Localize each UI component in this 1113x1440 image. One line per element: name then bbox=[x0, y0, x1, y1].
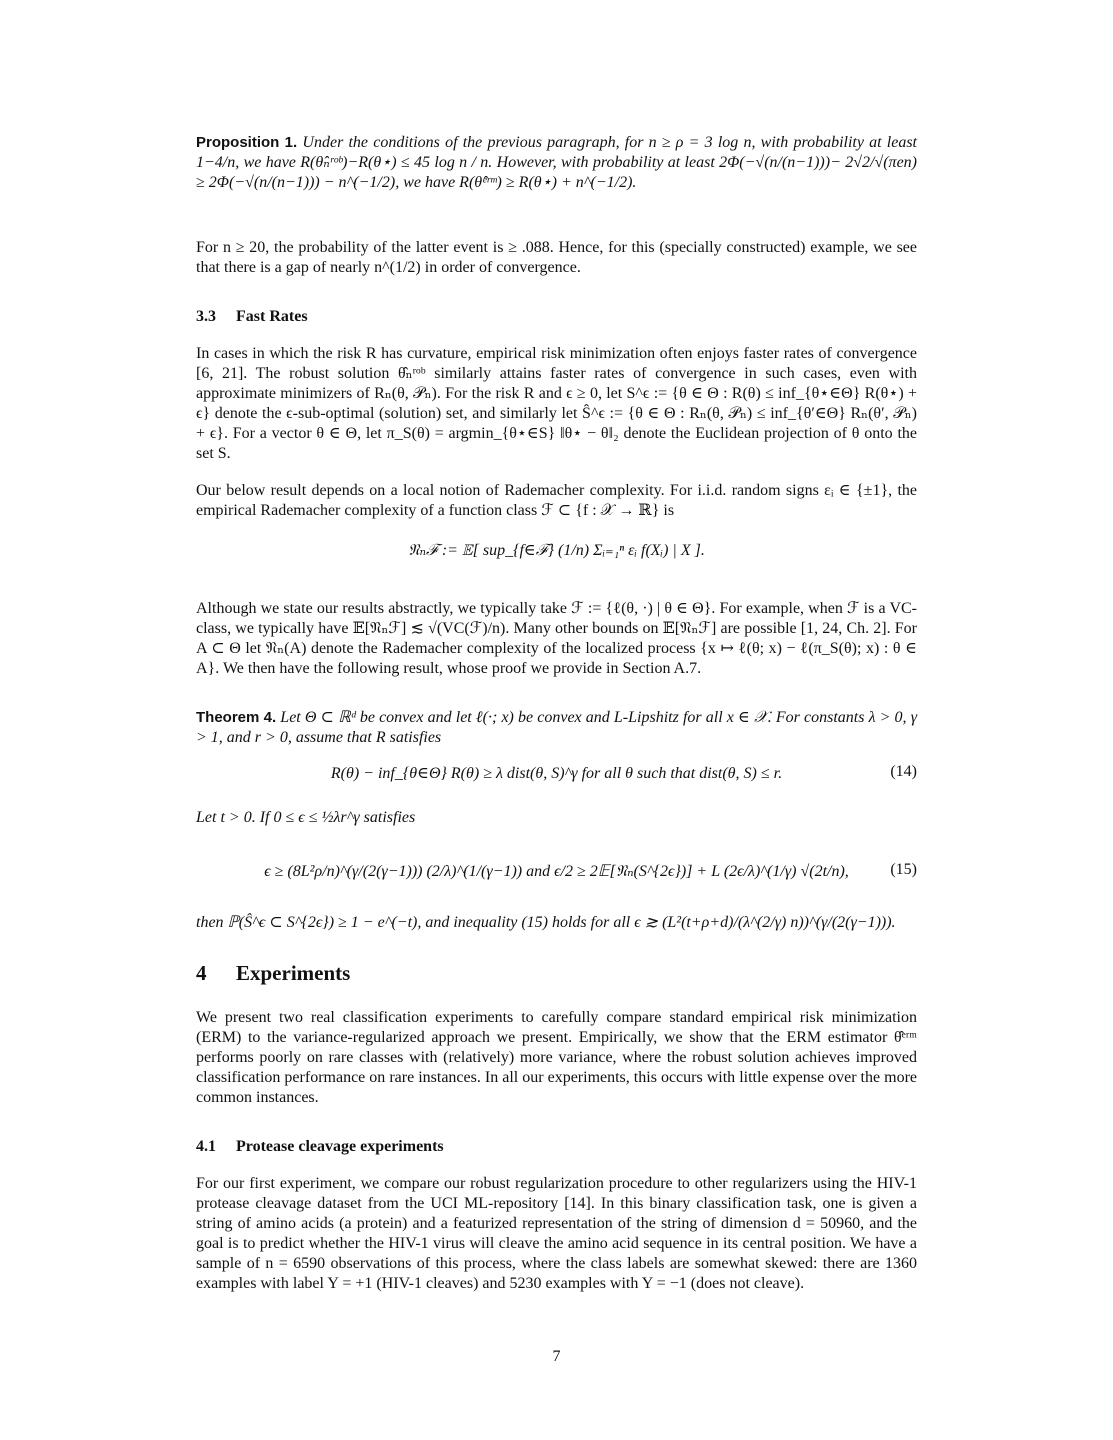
equation-14-number: (14) bbox=[890, 763, 917, 780]
proposition-label: Proposition 1. bbox=[196, 134, 298, 151]
section-heading-4-1 bbox=[196, 1137, 917, 1157]
equation-14-body: R(θ) − inf_{θ∈Θ} R(θ) ≥ λ dist(θ, S)^γ for all θ such that dist(θ, S) ≤ r. bbox=[330, 765, 783, 782]
paragraph-rademacher: Our below result depends on a local notion of Rademacher complexity. For i.i.d. random signs εᵢ ∈ {±1}, the empirical Rademacher complexity of a function class ℱ ⊂ {f : 𝒳 → ℝ} is bbox=[196, 482, 917, 519]
equation-rademacher: 𝔑ₙℱ := 𝔼[ sup_{f∈ℱ} (1/n) Σᵢ₌₁ⁿ εᵢ f(Xᵢ) | X ]. bbox=[408, 542, 705, 559]
theorem-label: Theorem 4. bbox=[196, 709, 277, 726]
theorem-conclusion: then ℙ(Ŝ^ϵ ⊂ S^{2ϵ}) ≥ 1 − e^(−t), and inequality (15) holds for all ϵ ≳ (L²(t+ρ+d)/(λ^(2/γ) n))^(γ/(2(γ−1))). bbox=[196, 914, 896, 931]
proposition-text: Under the conditions of the previous paragraph, for n ≥ ρ = 3 log n, with probability at least 1−4/n, we have R(θ̂ₙʳᵒᵇ)−R(θ⋆) ≤ 45 log n / n. However, with probability at least 2Φ(−√(n/(n−1)))− 2√2/√(πen) ≥ 2Φ(−√(n/(n−1))) − n^(−1/2), we have R(θ̂ᵉʳᵐ) ≥ R(θ⋆) + n^(−1/2). bbox=[196, 134, 918, 191]
section-title: Fast Rates bbox=[236, 308, 308, 325]
equation-15 bbox=[196, 861, 917, 881]
equation-15-body: ϵ ≥ (8L²ρ/n)^(γ/(2(γ−1))) (2/λ)^(1/(γ−1)) and ϵ/2 ≥ 2𝔼[𝔑ₙ(S^{2ϵ})] + L (2ϵ/λ)^(1/γ) √(2t/n), bbox=[264, 863, 849, 880]
equation-14 bbox=[196, 763, 917, 783]
paragraph-experiments: We present two real classification experiments to carefully compare standard empirical risk minimization (ERM) to the variance-regularized approach we present. Empirically, we show that the ERM estimator θ̂ᵉʳᵐ performs poorly on rare classes with (relatively) more variance, where the robust solution achieves improved classification performance on rare instances. In all our experiments, this occurs with little expense over the more common instances. bbox=[196, 1009, 917, 1106]
section-title: Protease cleavage experiments bbox=[236, 1138, 444, 1155]
section-number: 3.3 bbox=[196, 308, 216, 325]
section-heading-3-3 bbox=[196, 307, 917, 327]
proposition-1 bbox=[196, 133, 917, 193]
paragraph-protease: For our first experiment, we compare our robust regularization procedure to other regularizers using the HIV-1 protease cleavage dataset from the UCI ML-repository [14]. In this binary classification task, one is given a string of amino acids (a protein) and a featurized representation of the string of dimension d = 50960, and the goal is to predict whether the HIV-1 virus will cleave the amino acid sequence in its central position. We have a sample of n = 6590 observations of this process, where the class labels are somewhat skewed: there are 1360 examples with label Y = +1 (HIV-1 cleaves) and 5230 examples with Y = −1 (does not cleave). bbox=[196, 1175, 917, 1292]
paragraph-fast-rates: In cases in which the risk R has curvature, empirical risk minimization often enjoys faster rates of convergence [6, 21]. The robust solution θ̂ₙʳᵒᵇ similarly attains faster rates of convergence in such cases, even with approximate minimizers of Rₙ(θ, 𝒫ₙ). For the risk R and ϵ ≥ 0, let S^ϵ := {θ ∈ Θ : R(θ) ≤ inf_{θ⋆∈Θ} R(θ⋆) + ϵ} denote the ϵ-sub-optimal (solution) set, and similarly let Ŝ^ϵ := {θ ∈ Θ : Rₙ(θ, 𝒫ₙ) ≤ inf_{θ′∈Θ} Rₙ(θ′, 𝒫ₙ) + ϵ}. For a vector θ ∈ Θ, let π_S(θ) = argmin_{θ⋆∈S} ‖θ⋆ − θ‖₂ denote the Euclidean projection of θ onto the set S. bbox=[196, 345, 917, 462]
theorem-text: Let Θ ⊂ ℝᵈ be convex and let ℓ(·; x) be convex and L-Lipshitz for all x ∈ 𝒳. For constants λ > 0, γ > 1, and r > 0, assume that R satisfies bbox=[196, 709, 917, 746]
section-number: 4 bbox=[196, 961, 207, 985]
section-heading-4 bbox=[196, 963, 917, 983]
section-number: 4.1 bbox=[196, 1138, 216, 1155]
paragraph-vc-class: Although we state our results abstractly, we typically take ℱ := {ℓ(θ, ·) | θ ∈ Θ}. For example, when ℱ is a VC-class, we typically have 𝔼[𝔑ₙℱ] ≲ √(VC(ℱ)/n). Many other bounds on 𝔼[𝔑ₙℱ] are possible [1, 24, Ch. 2]. For A ⊂ Θ let 𝔑ₙ(A) denote the Rademacher complexity of the localized process {x ↦ ℓ(θ; x) − ℓ(π_S(θ); x) : θ ∈ A}. We then have the following result, whose proof we provide in Section A.7. bbox=[196, 600, 917, 677]
equation-15-number: (15) bbox=[890, 861, 917, 878]
page-number: 7 bbox=[552, 1348, 561, 1365]
theorem-condition: Let t > 0. If 0 ≤ ϵ ≤ ½λr^γ satisfies bbox=[196, 809, 416, 826]
section-title: Experiments bbox=[236, 961, 351, 985]
theorem-4 bbox=[196, 708, 917, 748]
paragraph-gap: For n ≥ 20, the probability of the latter event is ≥ .088. Hence, for this (specially constructed) example, we see that there is a gap of nearly n^(1/2) in order of convergence. bbox=[196, 239, 917, 276]
